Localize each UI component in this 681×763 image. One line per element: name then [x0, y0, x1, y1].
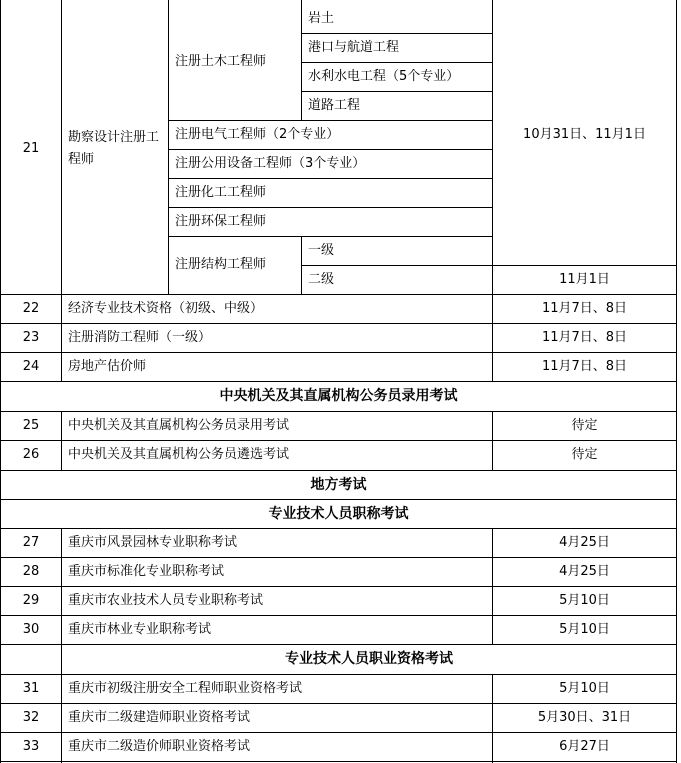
section-heading: 专业技术人员职业资格考试: [285, 651, 453, 667]
row-divider: [0, 732, 677, 733]
exam-date: 待定: [571, 417, 598, 433]
exam-name: 重庆市二级建造师职业资格考试: [68, 709, 251, 725]
exam-name: 中央机关及其直属机构公务员录用考试: [68, 417, 290, 433]
row-divider: [0, 557, 677, 558]
specialty-road: 道路工程: [308, 97, 361, 113]
row-divider: [0, 499, 677, 500]
exam-name: 经济专业技术资格（初级、中级）: [68, 300, 264, 316]
structural-level-1: 一级: [308, 242, 335, 258]
row-number: 32: [22, 709, 40, 725]
row-number: 23: [22, 329, 40, 345]
exam-date: 11月7日、8日: [541, 329, 628, 345]
exam-name: 重庆市初级注册安全工程师职业资格考试: [68, 680, 303, 696]
structural-level-2: 二级: [308, 271, 335, 287]
civil-engineer-label: 注册土木工程师: [175, 54, 267, 69]
row-divider: [168, 178, 493, 179]
row-divider: [0, 294, 677, 295]
row-divider: [0, 674, 677, 675]
category-label: 勘察设计注册工程师: [68, 130, 160, 167]
row-number: 25: [22, 417, 40, 433]
exam-date: 11月1日: [559, 271, 610, 287]
specialty-port-waterway: 港口与航道工程: [308, 39, 400, 55]
row-divider: [301, 33, 493, 34]
exam-date: 5月10日: [559, 621, 610, 637]
row-number: 29: [22, 592, 40, 608]
row-number: 24: [22, 358, 40, 374]
row-divider: [0, 440, 677, 441]
exam-name: 重庆市二级造价师职业资格考试: [68, 738, 251, 754]
row-number: 30: [22, 621, 40, 637]
exam-name: 房地产估价师: [68, 358, 147, 374]
row-divider: [0, 470, 677, 471]
section-heading: 地方考试: [310, 476, 367, 493]
section-heading: 专业技术人员职称考试: [268, 505, 409, 522]
exam-date: 待定: [571, 447, 598, 462]
specialty-geotechnical: 岩土: [308, 10, 335, 26]
exam-date: 5月30日、31日: [537, 709, 632, 725]
row-number: 28: [22, 563, 40, 579]
exam-date: 10月31日、11月1日: [523, 126, 646, 142]
row-divider: [0, 586, 677, 587]
row-divider: [0, 703, 677, 704]
row-number: 22: [22, 300, 40, 316]
row-number: 27: [22, 534, 40, 550]
row-divider: [0, 381, 677, 382]
column-divider: [492, 674, 493, 763]
specialty-hydraulic: 水利水电工程（5个专业）: [308, 68, 460, 84]
electrical-engineer-label: 注册电气工程师（2个专业）: [175, 126, 340, 142]
utilities-engineer-label: 注册公用设备工程师（3个专业）: [175, 155, 366, 171]
row-divider: [301, 62, 493, 63]
row-divider: [0, 615, 677, 616]
row-number: 21: [22, 141, 40, 156]
exam-date: 4月25日: [559, 563, 610, 579]
row-number: 33: [22, 738, 40, 754]
section-heading: 中央机关及其直属机构公务员录用考试: [219, 388, 458, 404]
column-divider: [168, 0, 169, 294]
row-divider: [168, 120, 493, 121]
column-divider: [61, 528, 62, 763]
row-divider: [0, 644, 677, 645]
row-divider: [0, 411, 677, 412]
row-divider: [168, 149, 493, 150]
structural-engineer-label: 注册结构工程师: [175, 257, 267, 272]
row-divider: [168, 236, 493, 237]
exam-date: 6月27日: [559, 738, 610, 754]
row-number: 31: [22, 680, 40, 696]
row-divider: [301, 265, 677, 266]
row-divider: [0, 323, 677, 324]
exam-date: 5月10日: [559, 592, 610, 608]
row-divider: [0, 352, 677, 353]
chemical-engineer-label: 注册化工工程师: [175, 184, 267, 200]
column-divider: [301, 0, 302, 120]
row-number: 26: [22, 447, 40, 462]
row-divider: [0, 528, 677, 529]
exam-date: 11月7日、8日: [541, 300, 628, 316]
exam-date: 4月25日: [559, 534, 610, 550]
row-divider: [301, 91, 493, 92]
exam-name: 重庆市标准化专业职称考试: [68, 563, 225, 579]
exam-name: 注册消防工程师（一级）: [68, 329, 212, 345]
exam-date: 5月10日: [559, 680, 610, 696]
environmental-engineer-label: 注册环保工程师: [175, 213, 267, 229]
exam-name: 重庆市农业技术人员专业职称考试: [68, 592, 264, 608]
exam-name: 重庆市林业专业职称考试: [68, 621, 212, 637]
row-divider: [168, 207, 493, 208]
row-divider: [0, 761, 677, 762]
exam-name: 中央机关及其直属机构公务员遴选考试: [68, 447, 290, 462]
exam-name: 重庆市风景园林专业职称考试: [68, 534, 238, 550]
exam-date: 11月7日、8日: [541, 358, 628, 374]
